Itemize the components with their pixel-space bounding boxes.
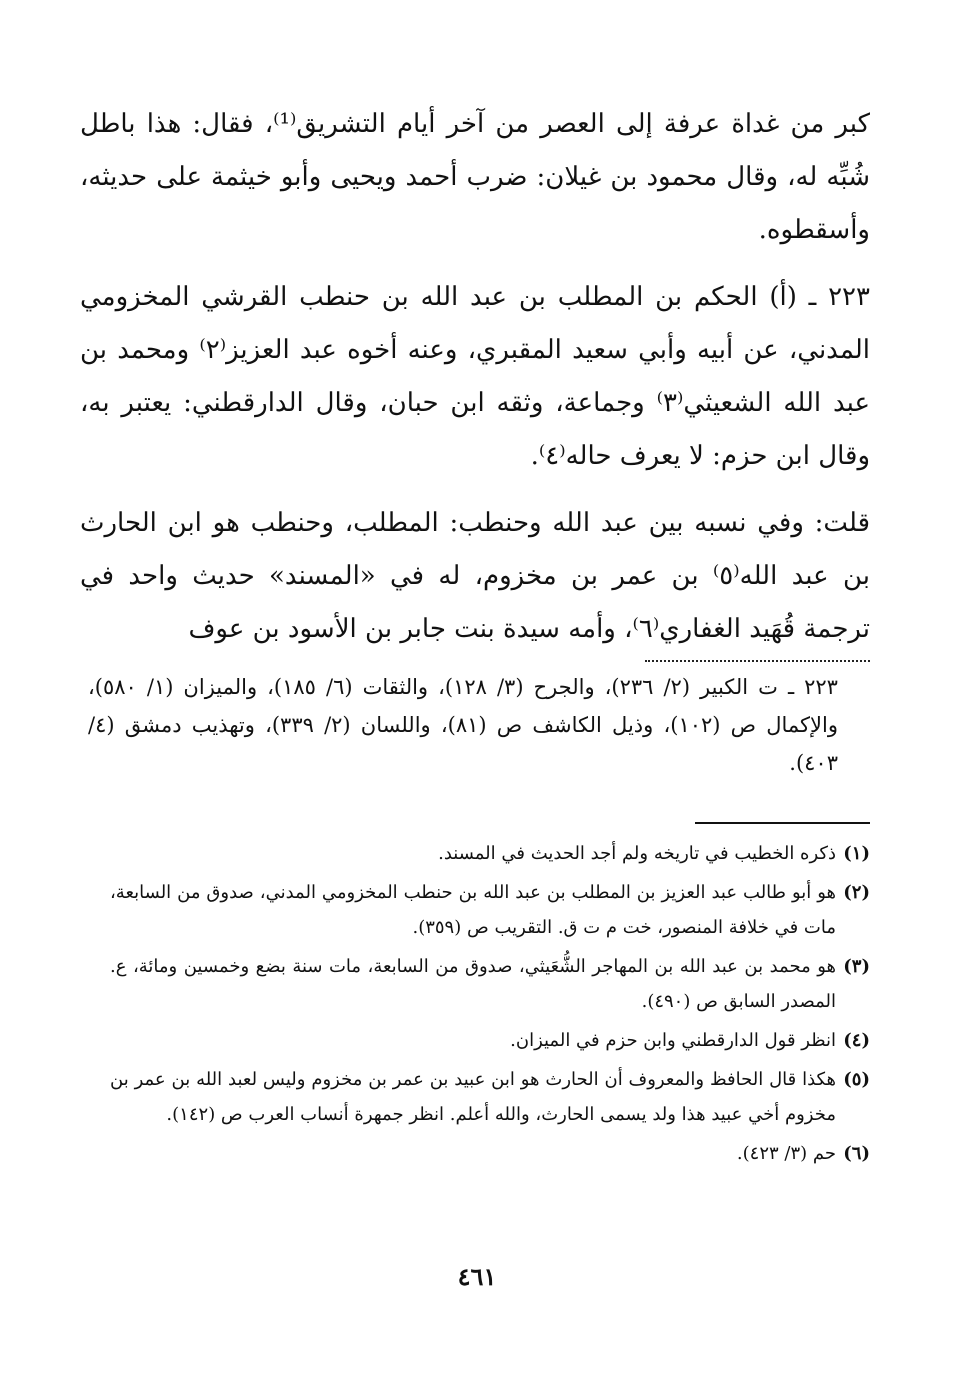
footnote-item <box>110 875 870 945</box>
footnote-text: هو محمد بن عبد الله بن المهاجر الشُّعَيثي، صدوق من السابعة، مات سنة بضع وخمسين ومائة، ع. المصدر السابق ص (٤٩٠). <box>110 956 836 1012</box>
footnote-number: (٣) <box>843 956 870 977</box>
page-number: ٤٦١ <box>457 1262 497 1291</box>
footnote-text: هكذا قال الحافظ والمعروف أن الحارث هو ابن عبيد بن عمر بن مخزوم وليس لعبد الله بن عمر بن مخزوم أخي عبيد هذا ولد يسمى الحارث، والله أعلم. انظر جمهرة أنساب العرب ص (١٤٢). <box>110 1069 836 1125</box>
footnote-number: (٥) <box>843 1069 870 1090</box>
footnote-number: (١) <box>843 843 870 864</box>
footnote-item <box>110 1023 870 1058</box>
footnote-item <box>110 1136 870 1171</box>
footnote-divider <box>695 822 870 824</box>
main-text <box>80 98 870 670</box>
footnote-text: ذكره الخطيب في تاريخه ولم أجد الحديث في المسند. <box>438 843 836 864</box>
footnote-number: (٦) <box>843 1143 870 1164</box>
footnote-number: (٤) <box>843 1030 870 1051</box>
footnote-item <box>110 949 870 1019</box>
footnote-item <box>110 1062 870 1132</box>
sources-text: ٢٢٣ ـ ت الكبير (٢/ ٢٣٦)، والجرح (٣/ ١٢٨)، والثقات (٦/ ١٨٥)، والميزان (١/ ٥٨٠)، والإكمال ص (١٠٢)، وذيل الكاشف ص (٨١)، واللسان (٢/ ٣٣٩)، وتهذيب دمشق (٤/ ٤٠٣). <box>88 675 838 775</box>
dotted-separator <box>645 650 870 662</box>
footnote-text: هو أبو طالب عبد العزيز بن المطلب بن عبد الله بن حنطب المخزومي المدني، صدوق من السابعة، مات في خلافة المنصور، خت م ت ق. التقريب ص (٣٥٩). <box>110 882 836 938</box>
footnote-number: (٢) <box>843 882 870 903</box>
footnotes <box>110 836 870 1175</box>
paragraph-entry-223: ٢٢٣ ـ (أ) الحكم بن المطلب بن عبد الله بن حنطب القرشي المخزومي المدني، عن أبيه وأبي سعيد المقبري، وعنه أخوه عبد العزيز⁽٢⁾ ومحمد بن عبد الله الشعيثي⁽٣⁾ وجماعة، وثقه ابن حبان، وقال الدارقطني: يعتبر به، وقال ابن حزم: لا يعرف حاله⁽٤⁾. <box>80 282 871 471</box>
footnote-text: حم (٣/ ٤٢٣). <box>736 1143 836 1164</box>
paragraph-commentary: قلت: وفي نسبه بين عبد الله وحنطب: المطلب، وحنطب هو ابن الحارث بن عبد الله⁽٥⁾ بن عمر بن مخزوم، له في «المسند» حديث واحد في ترجمة قُهَيد الغفاري⁽٦⁾، وأمه سيدة بنت جابر بن الأسود بن عوف <box>80 508 870 644</box>
footnote-text: انظر قول الدارقطني وابن حزم في الميزان. <box>510 1030 836 1051</box>
paragraph-continuation: كبر من غداة عرفة إلى العصر من آخر أيام التشريق⁽¹⁾، فقال: هذا باطل شُبِّه له، وقال محمود بن غيلان: ضرب أحمد ويحيى وأبو خيثمة على حديثه، وأسقطوه. <box>80 109 870 245</box>
footnote-item <box>110 836 870 871</box>
sources-block <box>88 668 838 782</box>
